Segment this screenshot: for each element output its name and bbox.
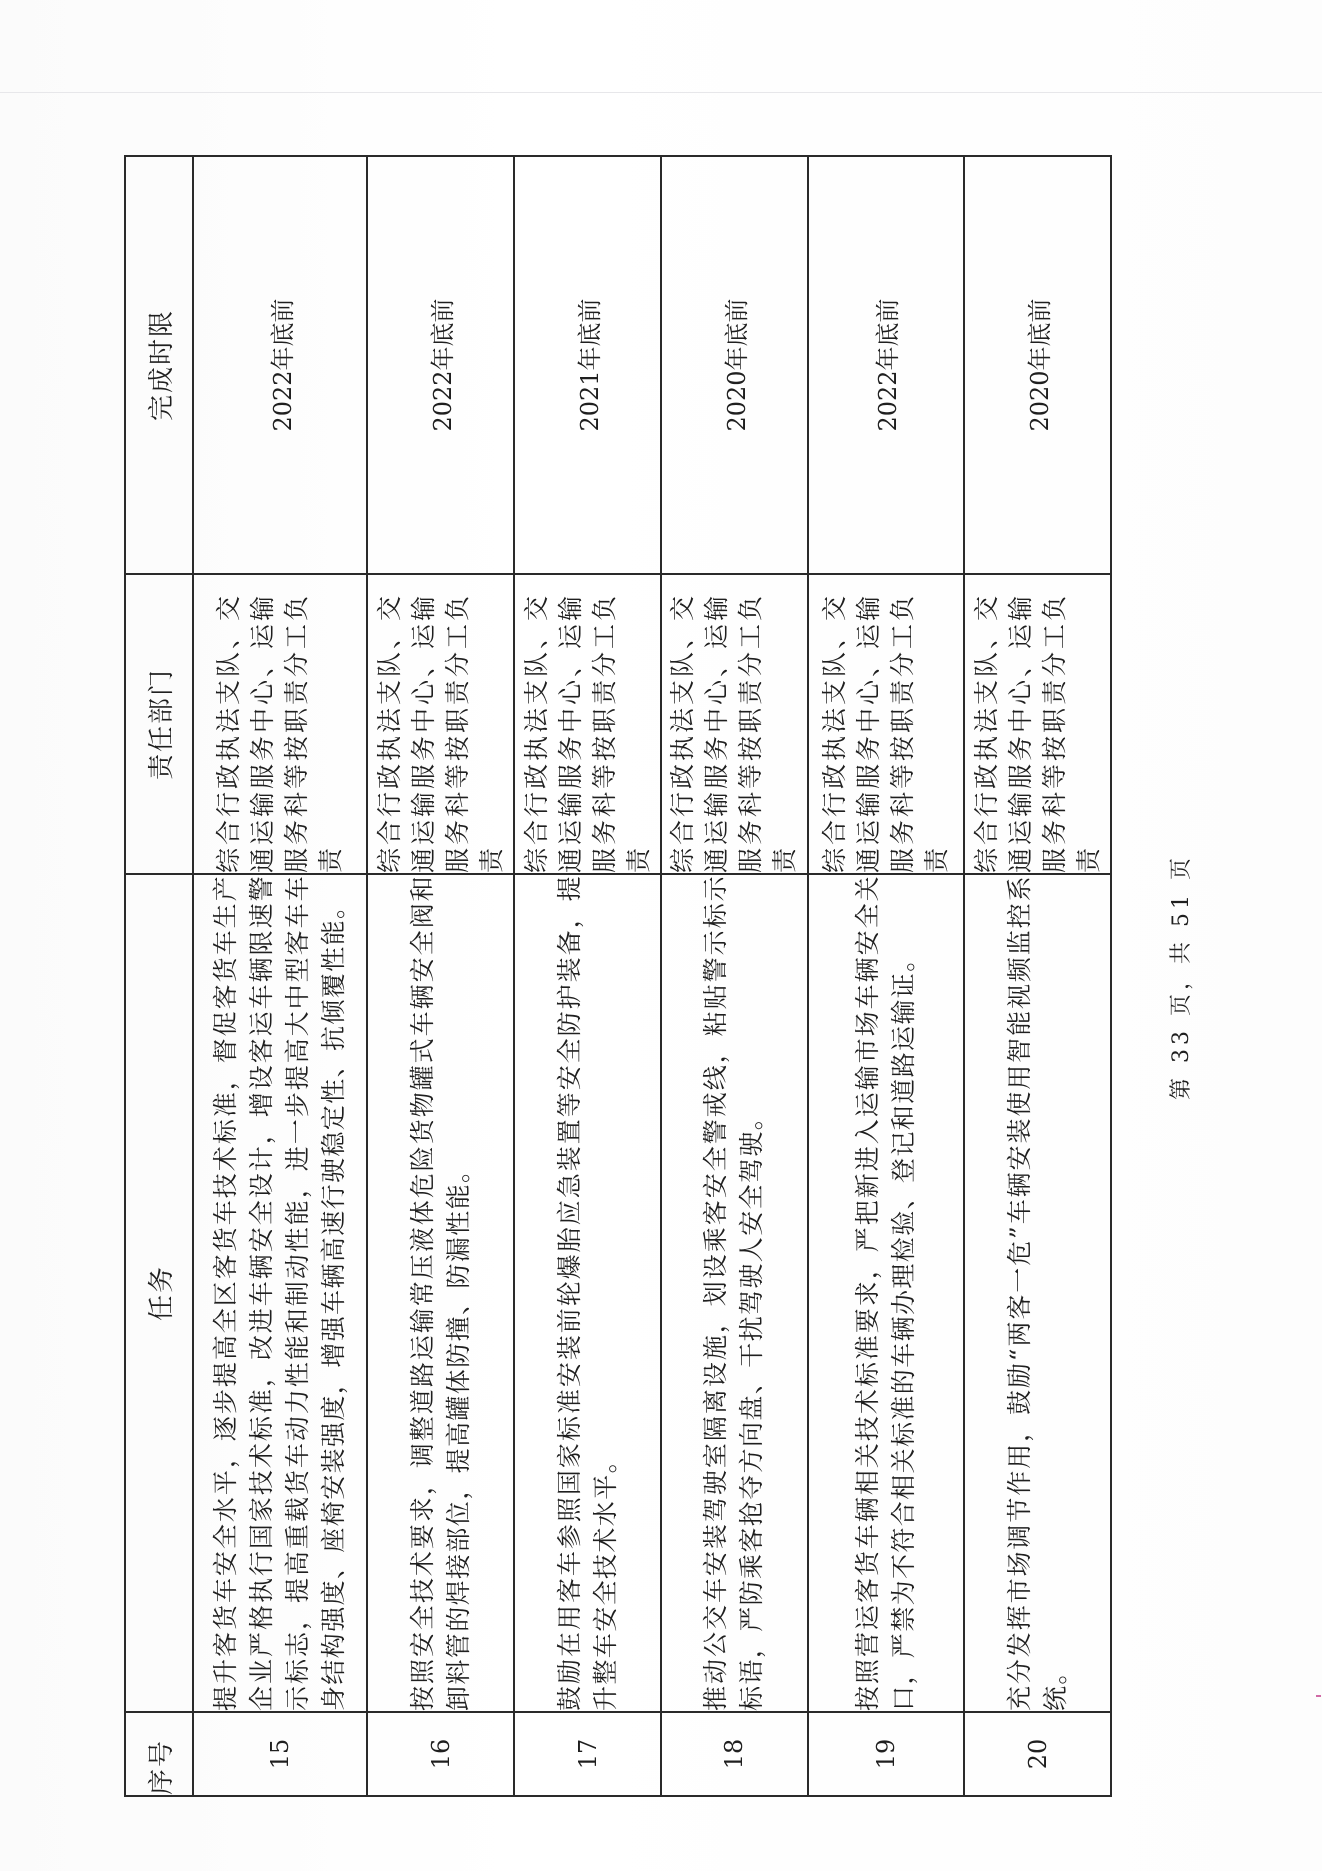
rotated-page-content <box>124 157 1194 1797</box>
row-department: 综合行政执法支队、交通运输服务中心、运输服务科等按职责分工负责 <box>964 574 1111 874</box>
task-table <box>124 155 1112 1797</box>
header-task: 任务 <box>125 874 193 1712</box>
header-deadline: 完成时限 <box>125 156 193 574</box>
row-task: 鼓励在用客车参照国家标准安装前轮爆胎应急装置等安全防护装备，提升整车安全技术水平。 <box>514 874 661 1712</box>
edge-mark <box>1316 1695 1321 1697</box>
row-index: 20 <box>964 1712 1111 1796</box>
row-task: 充分发挥市场调节作用，鼓励“两客一危”车辆安装使用智能视频监控系统。 <box>964 874 1111 1712</box>
row-department: 综合行政执法支队、交通运输服务中心、运输服务科等按职责分工负责 <box>193 574 367 874</box>
row-index: 15 <box>193 1712 367 1796</box>
row-deadline: 2020年底前 <box>964 156 1111 574</box>
row-index: 18 <box>661 1712 808 1796</box>
table-row <box>808 156 964 1796</box>
table-row <box>964 156 1111 1796</box>
row-deadline: 2021年底前 <box>514 156 661 574</box>
row-task: 按照安全技术要求，调整道路运输常压液体危险货物罐式车辆安全阀和卸料管的焊接部位，提高罐体防撞、防漏性能。 <box>367 874 514 1712</box>
row-deadline: 2022年底前 <box>808 156 964 574</box>
row-deadline: 2022年底前 <box>367 156 514 574</box>
table-row <box>514 156 661 1796</box>
row-index: 19 <box>808 1712 964 1796</box>
page-number: 第 33 页，共 51 页 <box>1169 854 1194 1100</box>
row-task: 推动公交车安装驾驶室隔离设施，划设乘客安全警戒线，粘贴警示标示标语，严防乘客抢夺方向盘、干扰驾驶人安全驾驶。 <box>661 874 808 1712</box>
header-department: 责任部门 <box>125 574 193 874</box>
row-task: 提升客货车安全水平，逐步提高全区客货车技术标准，督促客货车生产企业严格执行国家技术标准，改进车辆安全设计，增设客运车辆限速警示标志，提高重载货车动力性能和制动性能，进一步提高大中型客车车身结构强度、座椅安装强度，增强车辆高速行驶稳定性、抗倾覆性能。 <box>193 874 367 1712</box>
header-index: 序号 <box>125 1712 193 1796</box>
row-task: 按照营运客货车辆相关技术标准要求，严把新进入运输市场车辆安全关口，严禁为不符合相关标准的车辆办理检验、登记和道路运输证。 <box>808 874 964 1712</box>
table-header-row <box>125 156 193 1796</box>
row-department: 综合行政执法支队、交通运输服务中心、运输服务科等按职责分工负责 <box>367 574 514 874</box>
row-deadline: 2022年底前 <box>193 156 367 574</box>
table-row <box>367 156 514 1796</box>
row-department: 综合行政执法支队、交通运输服务中心、运输服务科等按职责分工负责 <box>661 574 808 874</box>
row-index: 16 <box>367 1712 514 1796</box>
table-row <box>193 156 367 1796</box>
row-department: 综合行政执法支队、交通运输服务中心、运输服务科等按职责分工负责 <box>808 574 964 874</box>
row-deadline: 2020年底前 <box>661 156 808 574</box>
scan-edge-line <box>0 92 1322 93</box>
row-index: 17 <box>514 1712 661 1796</box>
table-row <box>661 156 808 1796</box>
row-department: 综合行政执法支队、交通运输服务中心、运输服务科等按职责分工负责 <box>514 574 661 874</box>
